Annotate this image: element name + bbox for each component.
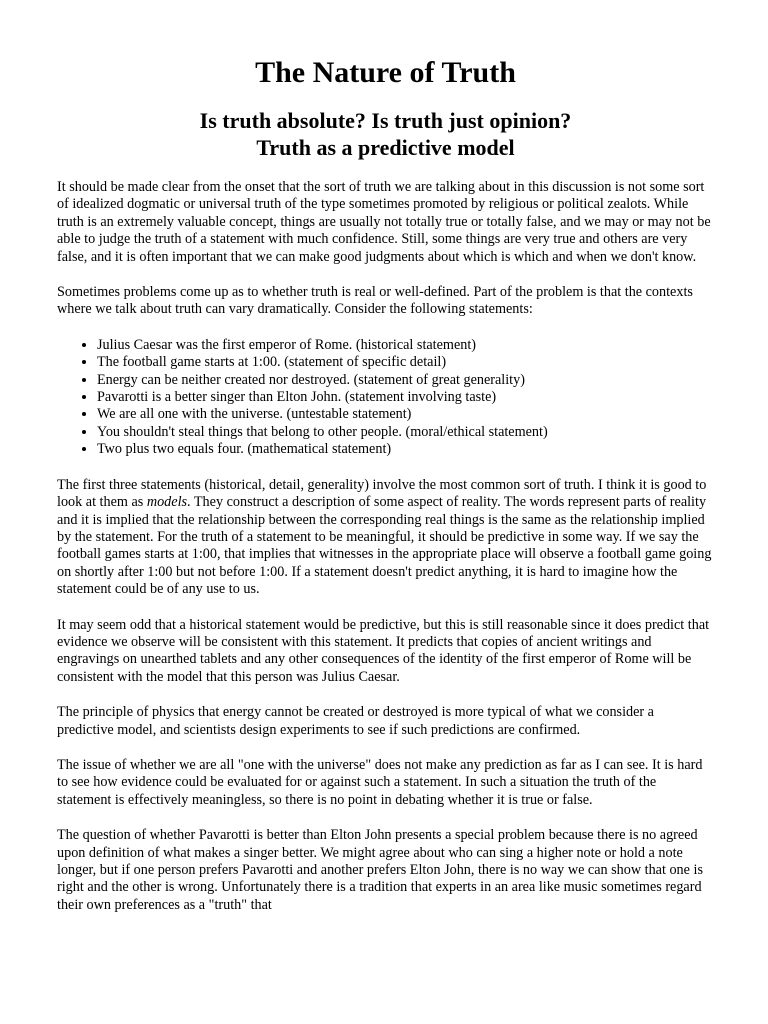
paragraph-universe: The issue of whether we are all "one with the universe" does not make any prediction as far as I can see. It is hard to see how evidence could be evaluated for or against such a statement. In such a situation the truth of the statement is effectively meaningless, so there is no point in debating whether it is true or false.	[57, 756, 703, 808]
page-title: The Nature of Truth	[255, 56, 516, 89]
paragraph-historical: It may seem odd that a historical statement would be predictive, but this is still reasonable since it does predict that evidence we observe will be consistent with this statement. It predicts that copies of ancient writings and engravings on unearthed tablets and any other consequences of the identity of the first emperor of Rome will be consistent with the model that this person was Julius Caesar.	[57, 616, 710, 685]
list-item: • We are all one with the universe. (untestable statement)	[97, 406, 714, 423]
page-subtitle	[57, 107, 714, 161]
paragraph-physics: The principle of physics that energy cannot be created or destroyed is more typical of what we consider a predictive model, and scientists design experiments to see if such predictions are confirmed.	[57, 704, 654, 738]
paragraph-models	[57, 477, 714, 599]
subtitle-line-1: Is truth absolute? Is truth just opinion?	[199, 108, 572, 133]
list-item: • Two plus two equals four. (mathematical statement)	[97, 441, 714, 458]
paragraph-taste: The question of whether Pavarotti is better than Elton John presents a special problem because there is no agreed upon definition of what makes a singer better. We might agree about who can sing a higher note or hold a note longer, but if one person prefers Pavarotti and another prefers Elton John, there is no way we can show that one is right and the other is wrong. Unfortunately there is a tradition that experts in an area like music sometimes regard their own preferences as a "truth" that	[57, 827, 703, 913]
list-item: • You shouldn't steal things that belong to other people. (moral/ethical statement)	[97, 424, 714, 441]
subtitle-line-2: Truth as a predictive model	[256, 135, 515, 160]
list-item: • The football game starts at 1:00. (statement of specific detail)	[97, 354, 714, 371]
list-item: • Julius Caesar was the first emperor of Rome. (historical statement)	[97, 337, 714, 354]
list-item: • Energy can be neither created nor destroyed. (statement of great generality)	[97, 372, 714, 389]
paragraph-models-end: . They construct a description of some aspect of reality. The words represent parts of reality and it is implied that the relationship between the corresponding real things is the same as the relationship implied by the statement. For the truth of a statement to be meaningful, it should be predictive in some way. If we say the football games starts at 1:00, that implies that witnesses in the appropriate place will observe a football game going on shortly after 1:00 but not before 1:00. If a statement doesn't predict anything, it is hard to imagine how the statement could be of any use to us.	[57, 494, 712, 598]
paragraph-statements-intro: Sometimes problems come up as to whether truth is real or well-defined. Part of the problem is that the contexts where we talk about truth can vary dramatically. Consider the following statements:	[57, 284, 693, 318]
list-item: • Pavarotti is a better singer than Elton John. (statement involving taste)	[97, 389, 714, 406]
models-emphasis: models	[146, 494, 188, 511]
paragraph-intro: It should be made clear from the onset that the sort of truth we are talking about in this discussion is not some sort of idealized dogmatic or universal truth of the type sometimes promoted by religious or political zealots. While truth is an extremely valuable concept, things are usually not totally true or totally false, and we may or may not be able to judge the truth of a statement with much confidence. Still, some things are very true and others are very false, and it is often important that we can make good judgments about which is which and when we don't know.	[57, 179, 711, 265]
statement-list	[57, 337, 714, 459]
paragraph-models-start: The first three statements (historical, detail, generality) involve the most common sort of truth. I think it is good to look at them as	[57, 476, 707, 511]
